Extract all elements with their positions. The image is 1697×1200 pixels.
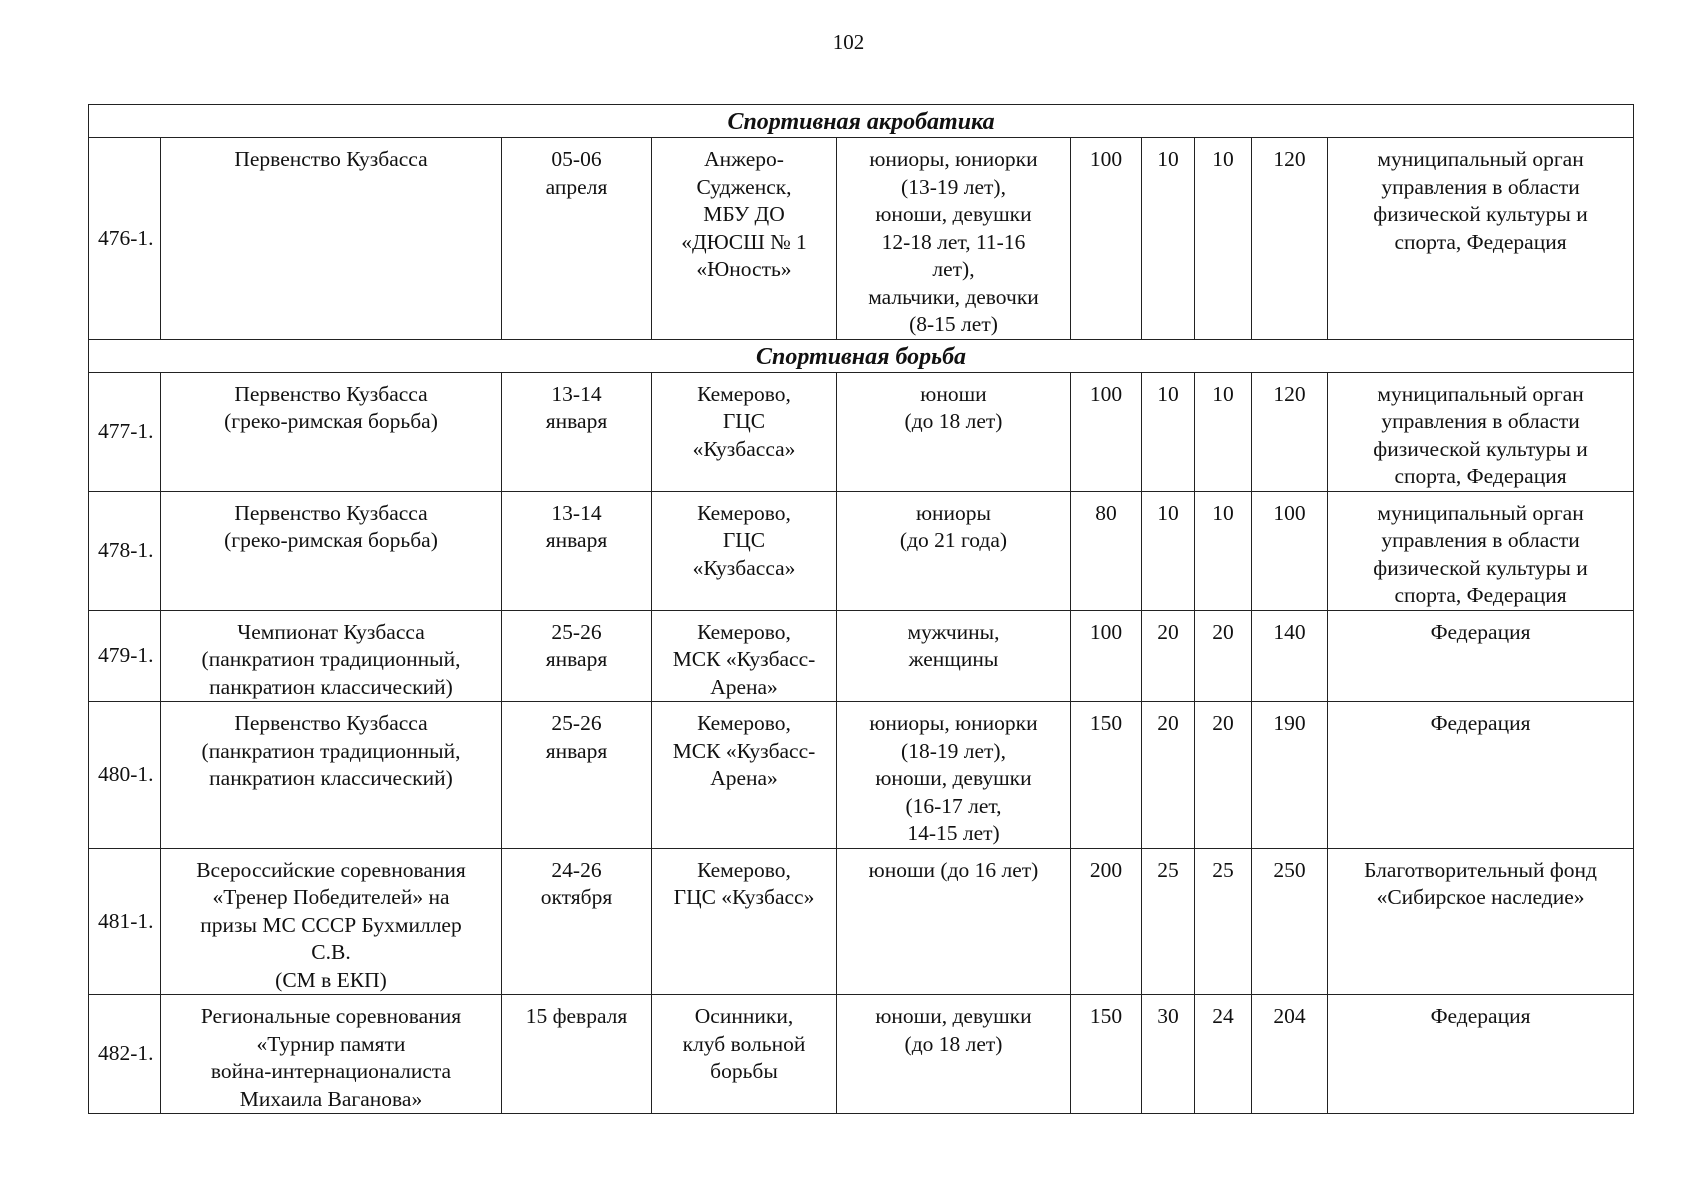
count-col-1: 100	[1071, 138, 1142, 340]
event-dates: 15 февраля	[502, 995, 652, 1114]
count-total: 204	[1252, 995, 1328, 1114]
event-place: Кемерово, ГЦС «Кузбасса»	[652, 372, 837, 491]
event-place: Кемерово, МСК «Кузбасс- Арена»	[652, 610, 837, 702]
event-organizer: Федерация	[1328, 995, 1634, 1114]
row-number: 477-1.	[89, 372, 161, 491]
row-number: 478-1.	[89, 491, 161, 610]
count-col-1: 100	[1071, 372, 1142, 491]
event-participants: юноши, девушки (до 18 лет)	[837, 995, 1071, 1114]
event-participants: юноши (до 16 лет)	[837, 848, 1071, 995]
event-name: Региональные соревнования «Турнир памяти война-интернационалиста Михаила Ваганова»	[161, 995, 502, 1114]
event-organizer: муниципальный орган управления в области физической культуры и спорта, Федерация	[1328, 138, 1634, 340]
count-col-2: 20	[1142, 610, 1195, 702]
table-row	[89, 848, 1634, 995]
section-title: Спортивная борьба	[89, 339, 1634, 372]
event-name: Первенство Кузбасса	[161, 138, 502, 340]
count-total: 250	[1252, 848, 1328, 995]
event-place: Кемерово, МСК «Кузбасс- Арена»	[652, 702, 837, 849]
event-organizer: муниципальный орган управления в области физической культуры и спорта, Федерация	[1328, 491, 1634, 610]
event-dates: 25-26 января	[502, 610, 652, 702]
event-place: Осинники, клуб вольной борьбы	[652, 995, 837, 1114]
table-row	[89, 610, 1634, 702]
table-row	[89, 702, 1634, 849]
event-organizer: Благотворительный фонд «Сибирское наследие»	[1328, 848, 1634, 995]
count-col-1: 100	[1071, 610, 1142, 702]
count-total: 100	[1252, 491, 1328, 610]
page-number: 102	[832, 30, 865, 54]
count-col-1: 150	[1071, 702, 1142, 849]
event-name: Первенство Кузбасса (греко-римская борьба)	[161, 372, 502, 491]
row-number: 480-1.	[89, 702, 161, 849]
table-row	[89, 995, 1634, 1114]
event-participants: юниоры, юниорки (13-19 лет), юноши, девушки 12-18 лет, 11-16 лет), мальчики, девочки (8-15 лет)	[837, 138, 1071, 340]
event-name: Всероссийские соревнования «Тренер Победителей» на призы МС СССР Бухмиллер С.В. (СМ в ЕКП)	[161, 848, 502, 995]
row-number: 481-1.	[89, 848, 161, 995]
count-col-2: 10	[1142, 372, 1195, 491]
table-row	[89, 138, 1634, 340]
count-col-3: 20	[1195, 610, 1252, 702]
event-name: Первенство Кузбасса (греко-римская борьба)	[161, 491, 502, 610]
events-table	[88, 104, 1634, 1114]
event-dates: 13-14 января	[502, 491, 652, 610]
event-organizer: Федерация	[1328, 702, 1634, 849]
event-name: Чемпионат Кузбасса (панкратион традиционный, панкратион классический)	[161, 610, 502, 702]
count-col-2: 20	[1142, 702, 1195, 849]
section-header-row	[89, 105, 1634, 138]
event-organizer: Федерация	[1328, 610, 1634, 702]
count-total: 140	[1252, 610, 1328, 702]
event-dates: 24-26 октября	[502, 848, 652, 995]
event-dates: 05-06 апреля	[502, 138, 652, 340]
event-dates: 13-14 января	[502, 372, 652, 491]
count-col-3: 25	[1195, 848, 1252, 995]
row-number: 476-1.	[89, 138, 161, 340]
event-place: Анжеро- Судженск, МБУ ДО «ДЮСШ № 1 «Юность»	[652, 138, 837, 340]
event-participants: юниоры, юниорки (18-19 лет), юноши, девушки (16-17 лет, 14-15 лет)	[837, 702, 1071, 849]
count-col-2: 10	[1142, 138, 1195, 340]
count-total: 120	[1252, 138, 1328, 340]
count-total: 190	[1252, 702, 1328, 849]
section-header-row	[89, 339, 1634, 372]
count-col-3: 10	[1195, 491, 1252, 610]
event-dates: 25-26 января	[502, 702, 652, 849]
count-col-3: 10	[1195, 372, 1252, 491]
count-total: 120	[1252, 372, 1328, 491]
count-col-2: 25	[1142, 848, 1195, 995]
count-col-3: 10	[1195, 138, 1252, 340]
row-number: 479-1.	[89, 610, 161, 702]
event-participants: мужчины, женщины	[837, 610, 1071, 702]
event-organizer: муниципальный орган управления в области физической культуры и спорта, Федерация	[1328, 372, 1634, 491]
count-col-3: 24	[1195, 995, 1252, 1114]
count-col-1: 80	[1071, 491, 1142, 610]
table-row	[89, 491, 1634, 610]
row-number: 482-1.	[89, 995, 161, 1114]
table-row	[89, 372, 1634, 491]
section-title: Спортивная акробатика	[89, 105, 1634, 138]
event-place: Кемерово, ГЦС «Кузбасс»	[652, 848, 837, 995]
event-participants: юноши (до 18 лет)	[837, 372, 1071, 491]
event-name: Первенство Кузбасса (панкратион традиционный, панкратион классический)	[161, 702, 502, 849]
count-col-2: 10	[1142, 491, 1195, 610]
count-col-2: 30	[1142, 995, 1195, 1114]
count-col-1: 200	[1071, 848, 1142, 995]
event-place: Кемерово, ГЦС «Кузбасса»	[652, 491, 837, 610]
count-col-1: 150	[1071, 995, 1142, 1114]
count-col-3: 20	[1195, 702, 1252, 849]
event-participants: юниоры (до 21 года)	[837, 491, 1071, 610]
